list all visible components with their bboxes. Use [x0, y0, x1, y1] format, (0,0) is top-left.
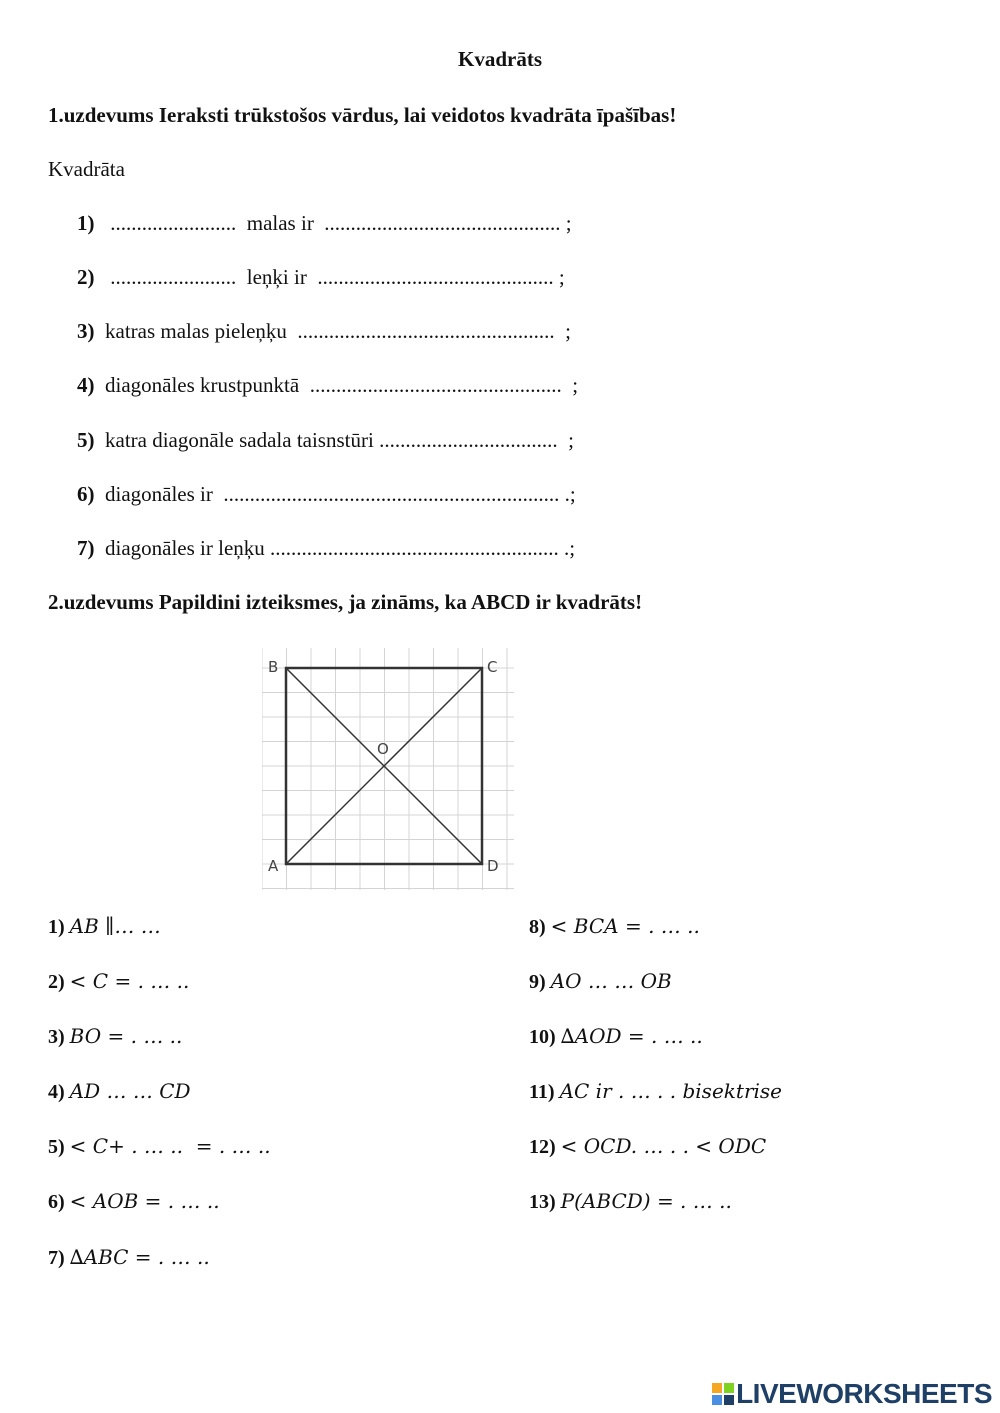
property-text[interactable]: diagonāles krustpunktā ................................................ ; — [105, 373, 579, 397]
expression-text[interactable]: P(ABCD) = . … .. — [560, 1189, 732, 1213]
label-o: O — [377, 740, 389, 758]
brand-name: LIVEWORKSHEETS — [736, 1378, 992, 1409]
expression-number: 11) — [529, 1081, 555, 1103]
property-number: 2) — [77, 265, 95, 289]
property-item — [77, 482, 576, 507]
task1-intro: Kvadrāta — [48, 157, 125, 181]
expression-text[interactable]: < OCD. … . . < ODC — [560, 1134, 767, 1158]
expression-text[interactable]: AB ∥… … — [69, 914, 161, 938]
property-item — [77, 373, 578, 398]
property-number: 5) — [77, 428, 95, 452]
expression-number: 9) — [529, 971, 546, 993]
expression-item — [529, 969, 672, 994]
expression-number: 12) — [529, 1136, 556, 1158]
property-text[interactable]: diagonāles ir leņķu ....................................................... .; — [105, 536, 576, 560]
expression-text[interactable]: < AOB = . … .. — [69, 1189, 220, 1213]
square-figure — [262, 648, 514, 895]
property-number: 1) — [77, 211, 95, 235]
expression-text[interactable]: < C = . … .. — [69, 969, 190, 993]
expression-number: 2) — [48, 971, 65, 993]
expression-number: 5) — [48, 1136, 65, 1158]
expression-number: 13) — [529, 1191, 556, 1213]
expression-text[interactable]: ∆ABC = . … .. — [69, 1245, 210, 1269]
square-abcd-diagram — [262, 648, 514, 890]
property-item — [77, 265, 565, 290]
expression-item — [48, 1134, 271, 1159]
property-text[interactable]: katras malas pieleņķu ................................................. ; — [105, 319, 572, 343]
task1-heading: 1.uzdevums Ieraksti trūkstošos vārdus, lai veidotos kvadrāta īpašības! — [48, 103, 677, 127]
property-item — [77, 428, 574, 453]
property-text[interactable]: ........................ malas ir ............................................. ; — [105, 211, 572, 235]
label-d: D — [487, 857, 499, 875]
expression-item — [529, 1134, 766, 1159]
property-item — [77, 536, 575, 561]
expression-item — [529, 1079, 782, 1104]
label-c: C — [487, 658, 498, 676]
expression-item — [48, 914, 161, 939]
expression-number: 1) — [48, 916, 65, 938]
property-number: 7) — [77, 536, 95, 560]
property-text[interactable]: diagonāles ir ................................................................ .; — [105, 482, 576, 506]
expression-text[interactable]: AD … … CD — [69, 1079, 191, 1103]
property-number: 4) — [77, 373, 95, 397]
expression-item — [529, 1189, 732, 1214]
expression-text[interactable]: AO … … OB — [550, 969, 672, 993]
property-text[interactable]: ........................ leņķi ir ............................................. ; — [105, 265, 565, 289]
expression-number: 6) — [48, 1191, 65, 1213]
liveworksheets-logo-icon — [712, 1383, 734, 1405]
expression-text[interactable]: < BCA = . … .. — [550, 914, 700, 938]
expression-item — [48, 1189, 220, 1214]
liveworksheets-logo[interactable] — [712, 1378, 992, 1410]
property-item — [77, 319, 571, 344]
expression-number: 7) — [48, 1247, 65, 1269]
expression-text[interactable]: BO = . … .. — [69, 1024, 183, 1048]
page-title: Kvadrāts — [458, 47, 542, 71]
property-number: 6) — [77, 482, 95, 506]
expression-number: 3) — [48, 1026, 65, 1048]
expression-number: 8) — [529, 916, 546, 938]
expression-item — [48, 1024, 182, 1049]
property-text[interactable]: katra diagonāle sadala taisnstūri .................................. ; — [105, 428, 574, 452]
expression-text[interactable]: ∆AOD = . … .. — [560, 1024, 703, 1048]
expression-item — [529, 914, 700, 939]
expression-item — [48, 969, 189, 994]
expression-item — [48, 1245, 210, 1270]
task2-heading: 2.uzdevums Papildini izteiksmes, ja zināms, ka ABCD ir kvadrāts! — [48, 590, 643, 614]
expression-number: 4) — [48, 1081, 65, 1103]
expression-item — [529, 1024, 703, 1049]
property-item — [77, 211, 572, 236]
expression-item — [48, 1079, 191, 1104]
expression-text[interactable]: AC ir . … . . bisektrise — [559, 1079, 782, 1103]
property-number: 3) — [77, 319, 95, 343]
expression-text[interactable]: < C+ . … .. = . … .. — [69, 1134, 271, 1158]
expression-number: 10) — [529, 1026, 556, 1048]
label-a: A — [268, 857, 279, 875]
label-b: B — [268, 658, 279, 676]
